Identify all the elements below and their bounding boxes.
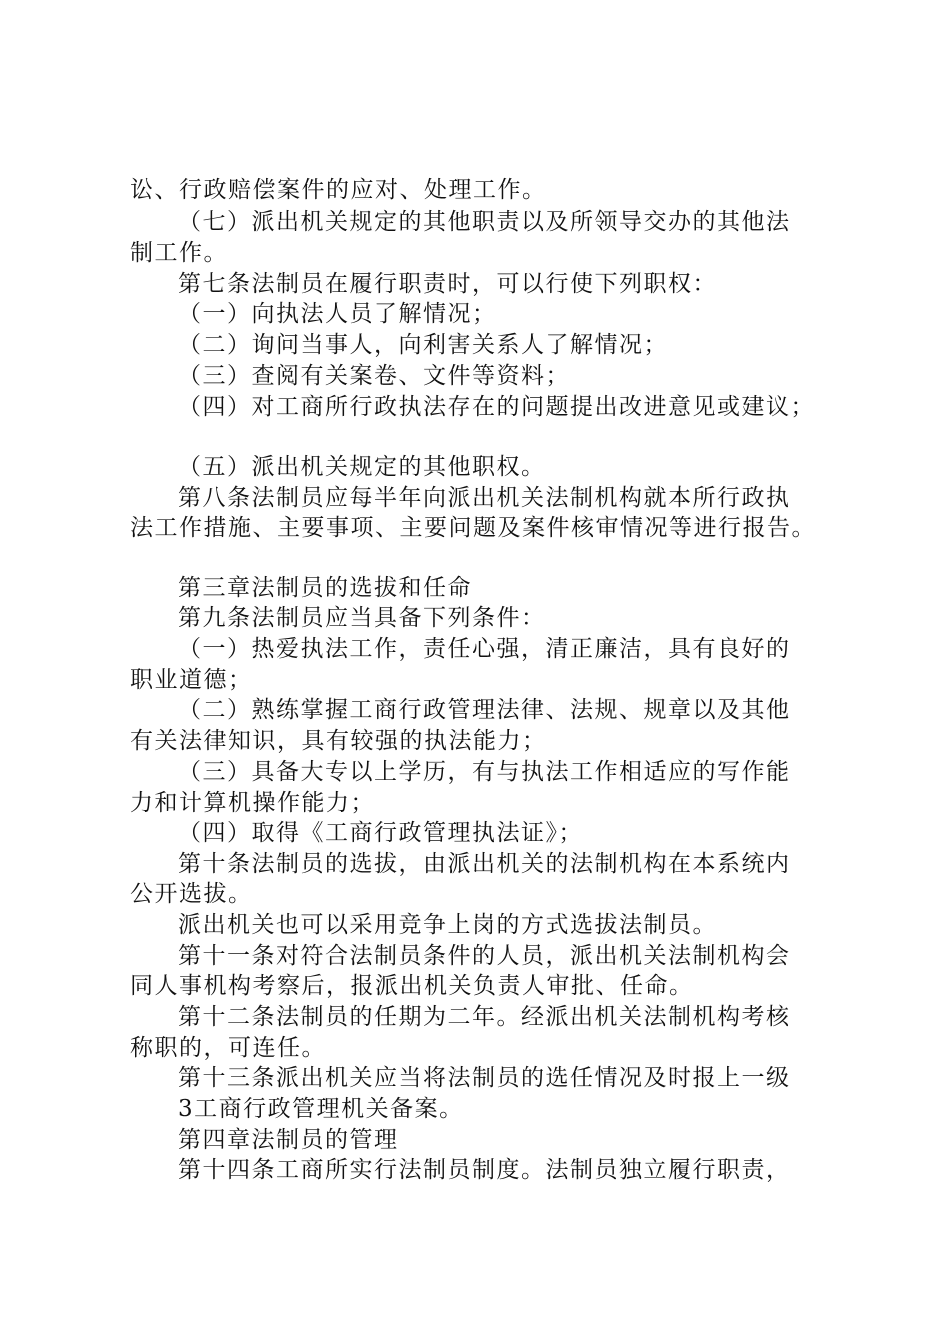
text-line: 第九条法制员应当具备下列条件： — [178, 605, 546, 631]
text-line: （五）派出机关规定的其他职权。 — [178, 454, 546, 480]
text-line: 第十一条对符合法制员条件的人员，派出机关法制机构会 — [178, 943, 791, 969]
text-line: （一）向执法人员了解情况； — [178, 301, 497, 327]
text-line: 派出机关也可以采用竞争上岗的方式选拔法制员。 — [178, 912, 717, 938]
text-line: （四）对工商所行政执法存在的问题提出改进意见或建议； — [178, 394, 815, 420]
text-line: 第十三条派出机关应当将法制员的选任情况及时报上一级 — [178, 1065, 791, 1091]
text-line: 第十条法制员的选拔，由派出机关的法制机构在本系统内 — [178, 851, 791, 877]
text-line: （七）派出机关规定的其他职责以及所领导交办的其他法 — [178, 209, 791, 235]
text-line: 第十四条工商所实行法制员制度。法制员独立履行职责， — [178, 1157, 791, 1183]
chapter-heading: 第三章法制员的选拔和任命 — [178, 575, 472, 601]
text-line: 讼、行政赔偿案件的应对、处理工作。 — [130, 177, 547, 203]
text-line: （三）具备大专以上学历，有与执法工作相适应的写作能 — [178, 759, 791, 785]
text-line: 第八条法制员应每半年向派出机关法制机构就本所行政执 — [178, 485, 791, 511]
text-line: （二）询问当事人，向利害关系人了解情况； — [178, 332, 668, 358]
text-line: 第七条法制员在履行职责时，可以行使下列职权： — [178, 271, 717, 297]
text-line: （二）熟练掌握工商行政管理法律、法规、规章以及其他 — [178, 697, 791, 723]
text-line: 法工作措施、主要事项、主要问题及案件核审情况等进行报告。 — [130, 515, 816, 541]
text-line: （三）查阅有关案卷、文件等资料； — [178, 363, 570, 389]
text-line: （一）热爱执法工作，责任心强，清正廉洁，具有良好的 — [178, 636, 791, 662]
text-line: 同人事机构考察后，报派出机关负责人审批、任命。 — [130, 973, 694, 999]
text-line: 3工商行政管理机关备案。 — [178, 1096, 464, 1122]
text-line: 制工作。 — [130, 240, 228, 266]
text-line: 公开选拔。 — [130, 881, 253, 907]
text-line: 第十二条法制员的任期为二年。经派出机关法制机构考核 — [178, 1004, 791, 1030]
text-line: 称职的，可连任。 — [130, 1035, 326, 1061]
text-line: 职业道德； — [130, 667, 253, 693]
text-line: 力和计算机操作能力； — [130, 790, 375, 816]
chapter-heading: 第四章法制员的管理 — [178, 1127, 399, 1153]
text-line: （四）取得《工商行政管理执法证》； — [178, 820, 583, 846]
text-line: 有关法律知识，具有较强的执法能力； — [130, 728, 547, 754]
